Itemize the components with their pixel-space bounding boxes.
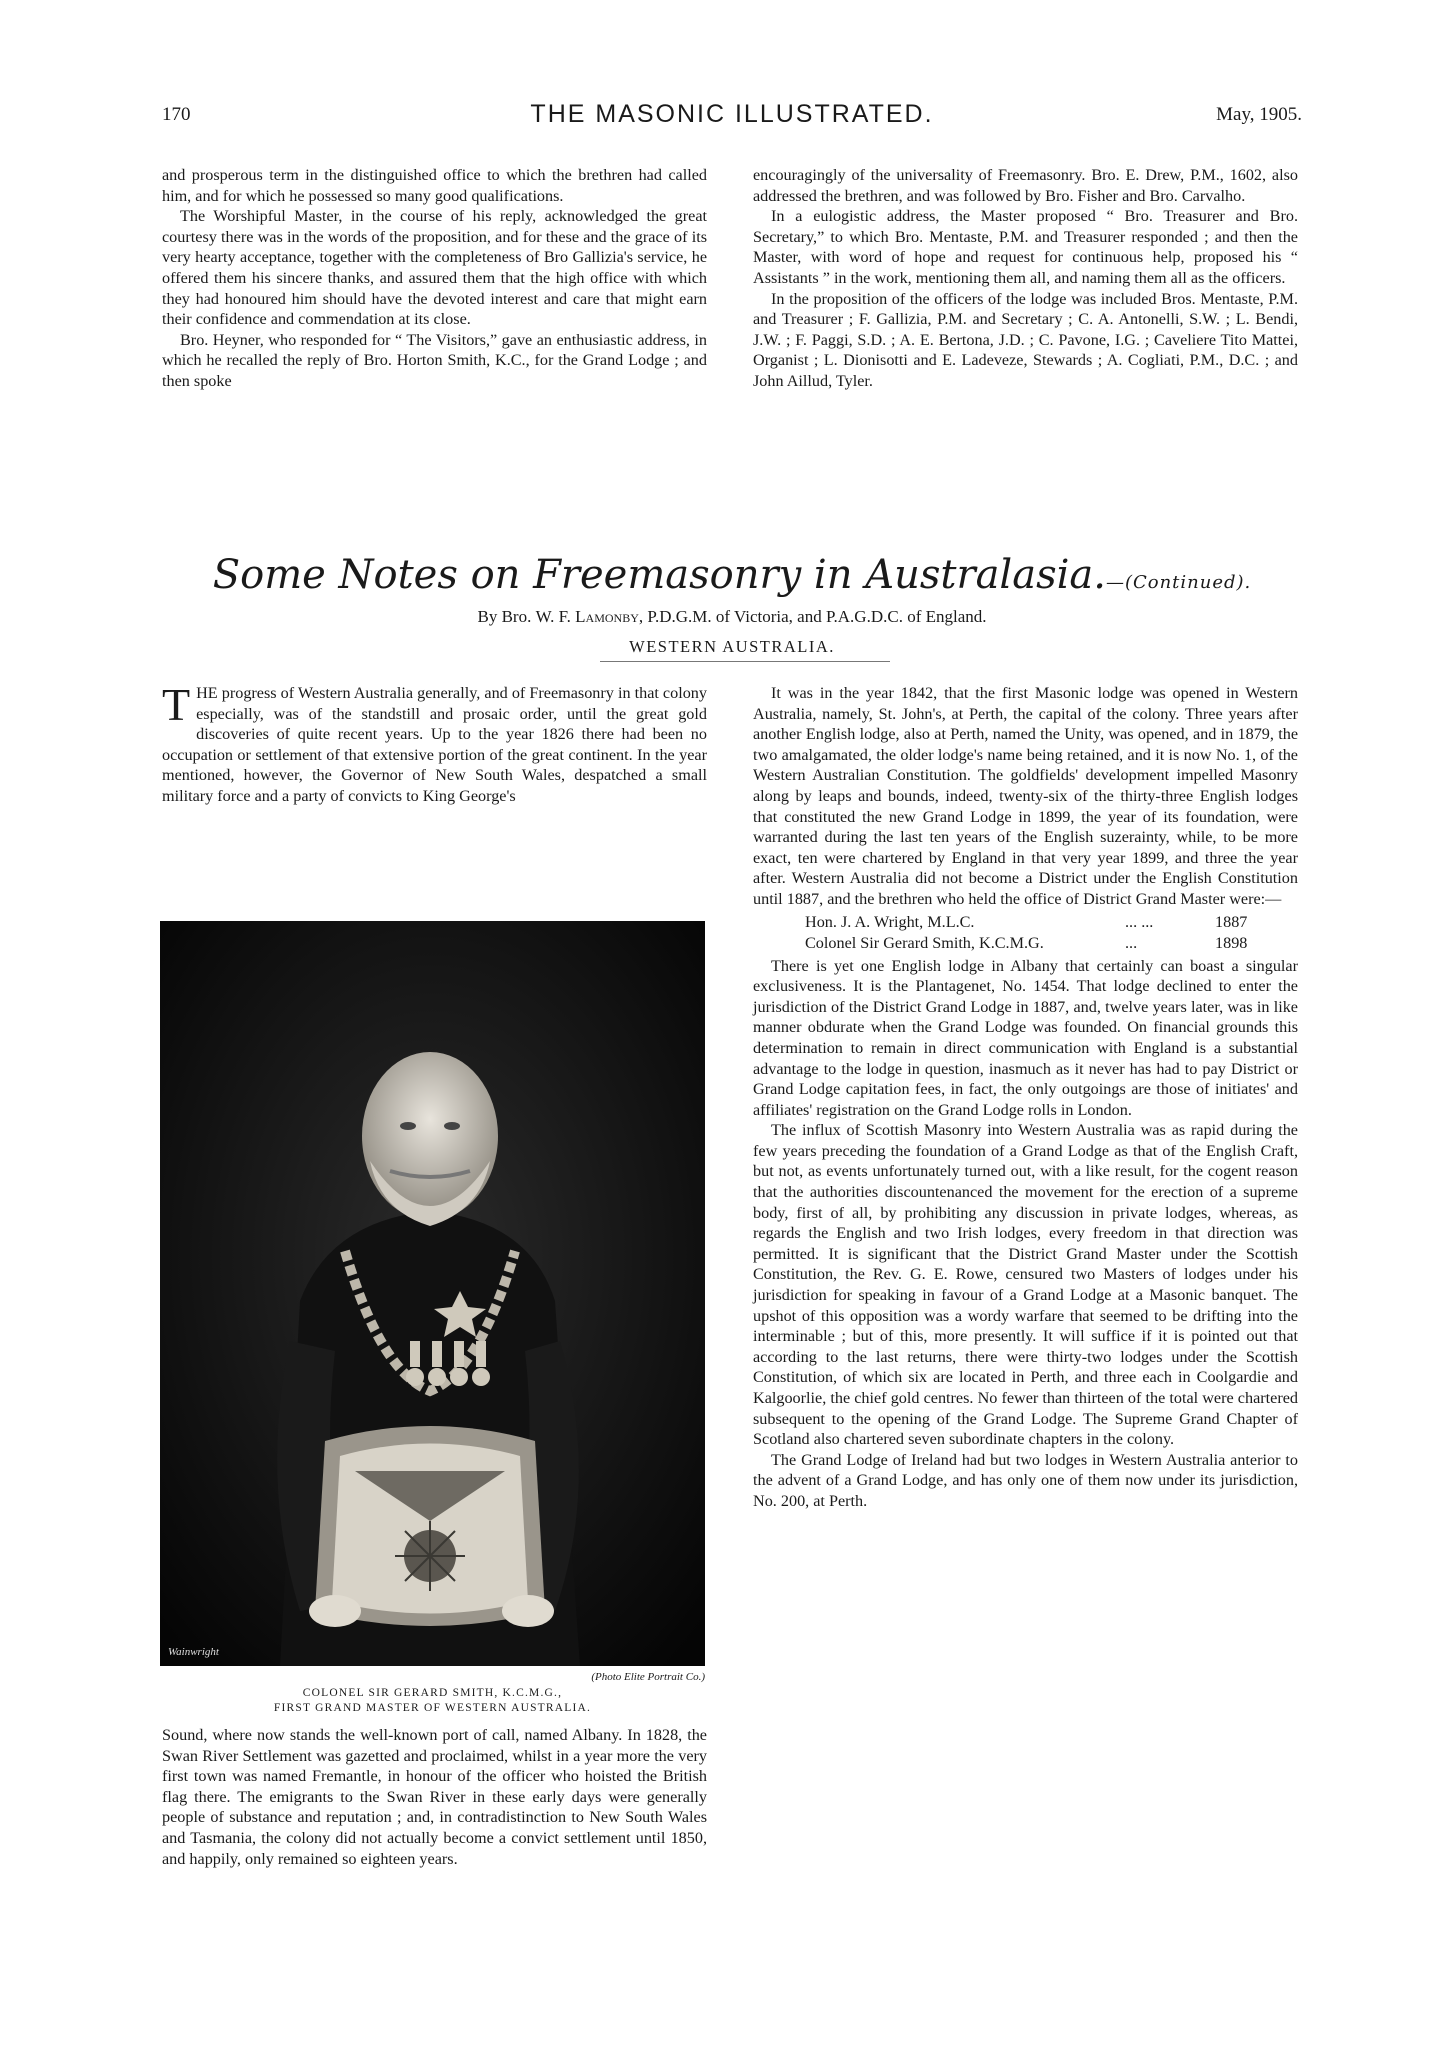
paragraph: and prosperous term in the distinguished office to which the brethren had called him, and for which he possessed so many good qualifications. (162, 166, 707, 205)
caption-line: COLONEL SIR GERARD SMITH, K.C.M.G., (302, 1687, 563, 1699)
journal-title: THE MASONIC ILLUSTRATED. (530, 100, 934, 128)
caption-line: FIRST GRAND MASTER OF WESTERN AUSTRALIA. (273, 1702, 592, 1714)
list-item (753, 933, 1298, 954)
portrait-illustration (160, 921, 705, 1666)
article-left-column-continued (162, 1725, 707, 1869)
paragraph: The Worshipful Master, in the course of his reply, acknowledged the great courtesy there was in the words of the proposition, and for these and the grace of its very hearty acceptance, together with the completeness of Bro Gallizia's service, he offered them his sincere thanks, and assured them that the high office with which they had honoured him should have the devoted interest and care that might earn their confidence and commendation at its close. (162, 207, 707, 329)
officer-year: 1887 (1215, 912, 1248, 931)
photo-credit: (Photo Elite Portrait Co.) (591, 1671, 705, 1683)
paragraph: encouragingly of the universality of Freemasonry. Bro. E. Drew, P.M., 1602, also addressed the brethren, and was followed by Bro. Fisher and Bro. Carvalho. (753, 166, 1298, 205)
list-item (753, 912, 1298, 933)
paragraph: Sound, where now stands the well-known port of call, named Albany. In 1828, the Swan River Settlement was gazetted and proclaimed, whilst in a year more the very first town was named Fremantle, in honour of the officer who hoisted the British flag there. The emigrants to the Swan River in these early days were generally people of substance and reputation ; and, in contradistinction to New South Wales and Tasmania, the colony did not actually become a convict settlement until 1850, and happily, only remained so eighteen years. (162, 1726, 707, 1868)
paragraph: There is yet one English lodge in Albany that certainly can boast a singular exclusiveness. It is the Plantagenet, No. 1454. That lodge declined to enter the jurisdiction of the District Grand Lodge in 1887, and, twelve years later, was in like manner obdurate when the Grand Lodge was founded. On financial grounds this determination to remain in direct communication with England is a substantial advantage to the lodge in question, inasmuch as it never has had to pay District or Grand Lodge capitation fees, in fact, the only outgoings are those of initiates' and affiliates' registration on the Grand Lodge rolls in London. (753, 956, 1298, 1119)
byline-suffix: P.D.G.M. of Victoria, and P.A.G.D.C. of England. (647, 607, 987, 626)
photo-caption (160, 1686, 705, 1716)
photographer-signature: Wainwright (168, 1646, 219, 1658)
first-paragraph-text: HE progress of Western Australia generally, and of Freemasonry in that colony especially, was of the standstill and prosaic order, until the great gold discoveries of quite recent years. Up to the year 1826 there had been no occupation or settlement of that extensive portion of the great continent. In the year mentioned, however, the Governor of New South Wales, despatched a small military force and a party of convicts to King George's (162, 684, 707, 805)
paragraph: The Grand Lodge of Ireland had but two lodges in Western Australia anterior to the advent of a Grand Lodge, and has only one of them now under its jurisdiction, No. 200, at Perth. (753, 1450, 1298, 1510)
article-left-column (162, 679, 707, 807)
portrait-photo (160, 921, 705, 1666)
officer-name: Hon. J. A. Wright, M.L.C. (805, 912, 975, 931)
author-name: W. F. Lamonby, (535, 607, 644, 626)
byline-prefix: By Bro. (477, 607, 532, 626)
drop-cap: T (162, 679, 191, 730)
officer-year: 1898 (1215, 933, 1248, 952)
paragraph: In a eulogistic address, the Master proposed “ Bro. Treasurer and Bro. Secretary,” to which Bro. Mentaste, P.M. and Treasurer responded ; and then the Master, with word of hope and request for continuous help, proposed his “ Assistants ” in the work, mentioning them all, and naming them all as the officers. (753, 207, 1298, 287)
paragraph (162, 679, 707, 807)
paragraph: In the proposition of the officers of the lodge was included Bros. Mentaste, P.M. and Treasurer ; F. Gallizia, P.M. and Secretary ; C. A. Antonelli, S.W. ; L. Bendi, J.W. ; F. Paggi, S.D. ; A. E. Bertona, J.D. ; C. Pavone, I.G. ; Caveliere Tito Mattei, Organist ; L. Dionisotti and E. Ladeveze, Stewards ; A. Cogliati, P.M., D.C. ; and John Aillud, Tyler. (753, 289, 1298, 390)
paragraph: Bro. Heyner, who responded for “ The Visitors,” gave an enthusiastic address, in which he recalled the reply of Bro. Horton Smith, K.C., for the Grand Lodge ; and then spoke (162, 330, 707, 390)
issue-date: May, 1905. (1216, 104, 1302, 125)
top-left-column (162, 165, 707, 392)
paragraph: It was in the year 1842, that the first Masonic lodge was opened in Western Australia, namely, St. John's, at Perth, the capital of the colony. Three years after another English lodge, also at Perth, named the Unity, was opened, and in 1879, the two amalgamated, the older lodge's name being retained, and it is now No. 1, of the Western Australian Constitution. The goldfields' development impelled Masonry along by leaps and bounds, indeed, twenty-six of the thirty-three English lodges that constituted the new Grand Lodge in 1899, the year of its foundation, were warranted during the last ten years of the English suzerainty, while, to be more exact, ten were chartered by England in that very year 1899, and three the year after. Western Australia did not become a District under the English Constitution until 1887, and the brethren who held the office of District Grand Master were:— (753, 684, 1298, 908)
district-grand-masters-list (753, 912, 1298, 954)
page-number: 170 (162, 104, 191, 125)
byline (162, 607, 1302, 627)
section-rule (600, 661, 890, 662)
article-title (162, 551, 1302, 607)
continued-note: —(Continued). (1105, 572, 1252, 593)
running-head (162, 100, 1302, 130)
leader-dots: ... (1125, 933, 1138, 952)
article-title-text: Some Notes on Freemasonry in Australasia. (212, 552, 1106, 598)
top-right-column (753, 165, 1298, 392)
article-right-column (753, 683, 1298, 1512)
leader-dots: ... ... (1125, 912, 1154, 931)
officer-name: Colonel Sir Gerard Smith, K.C.M.G. (805, 933, 1044, 952)
section-heading: WESTERN AUSTRALIA. (629, 637, 835, 656)
paragraph: The influx of Scottish Masonry into Western Australia was as rapid during the few years preceding the foundation of a Grand Lodge as that of the English Craft, but not, as events unfortunately turned out, with a like result, for the cogent reason that the authorities discountenanced the movement for the erection of a supreme body, first of all, by prohibiting any discussion in private lodges, whereas, as regards the English and two Irish lodges, every freedom in that direction was permitted. It is significant that the District Grand Master under the Scottish Constitution, the Rev. G. E. Rowe, censured two Masters of lodges under his jurisdiction for speaking in favour of a Grand Lodge at a Masonic banquet. The upshot of this opposition was a wordy warfare that seemed to be drifting into the interminable ; but of this, more presently. It will suffice if it is pointed out that according to the last returns, there were thirty-two lodges under the Scottish Constitution, of which six are located in Perth, and three each in Coolgardie and Kalgoorlie, the chief gold centres. No fewer than thirteen of the total were chartered subsequent to the opening of the Grand Lodge. The Supreme Grand Chapter of Scotland also chartered seven subordinate chapters in the colony. (753, 1121, 1298, 1449)
